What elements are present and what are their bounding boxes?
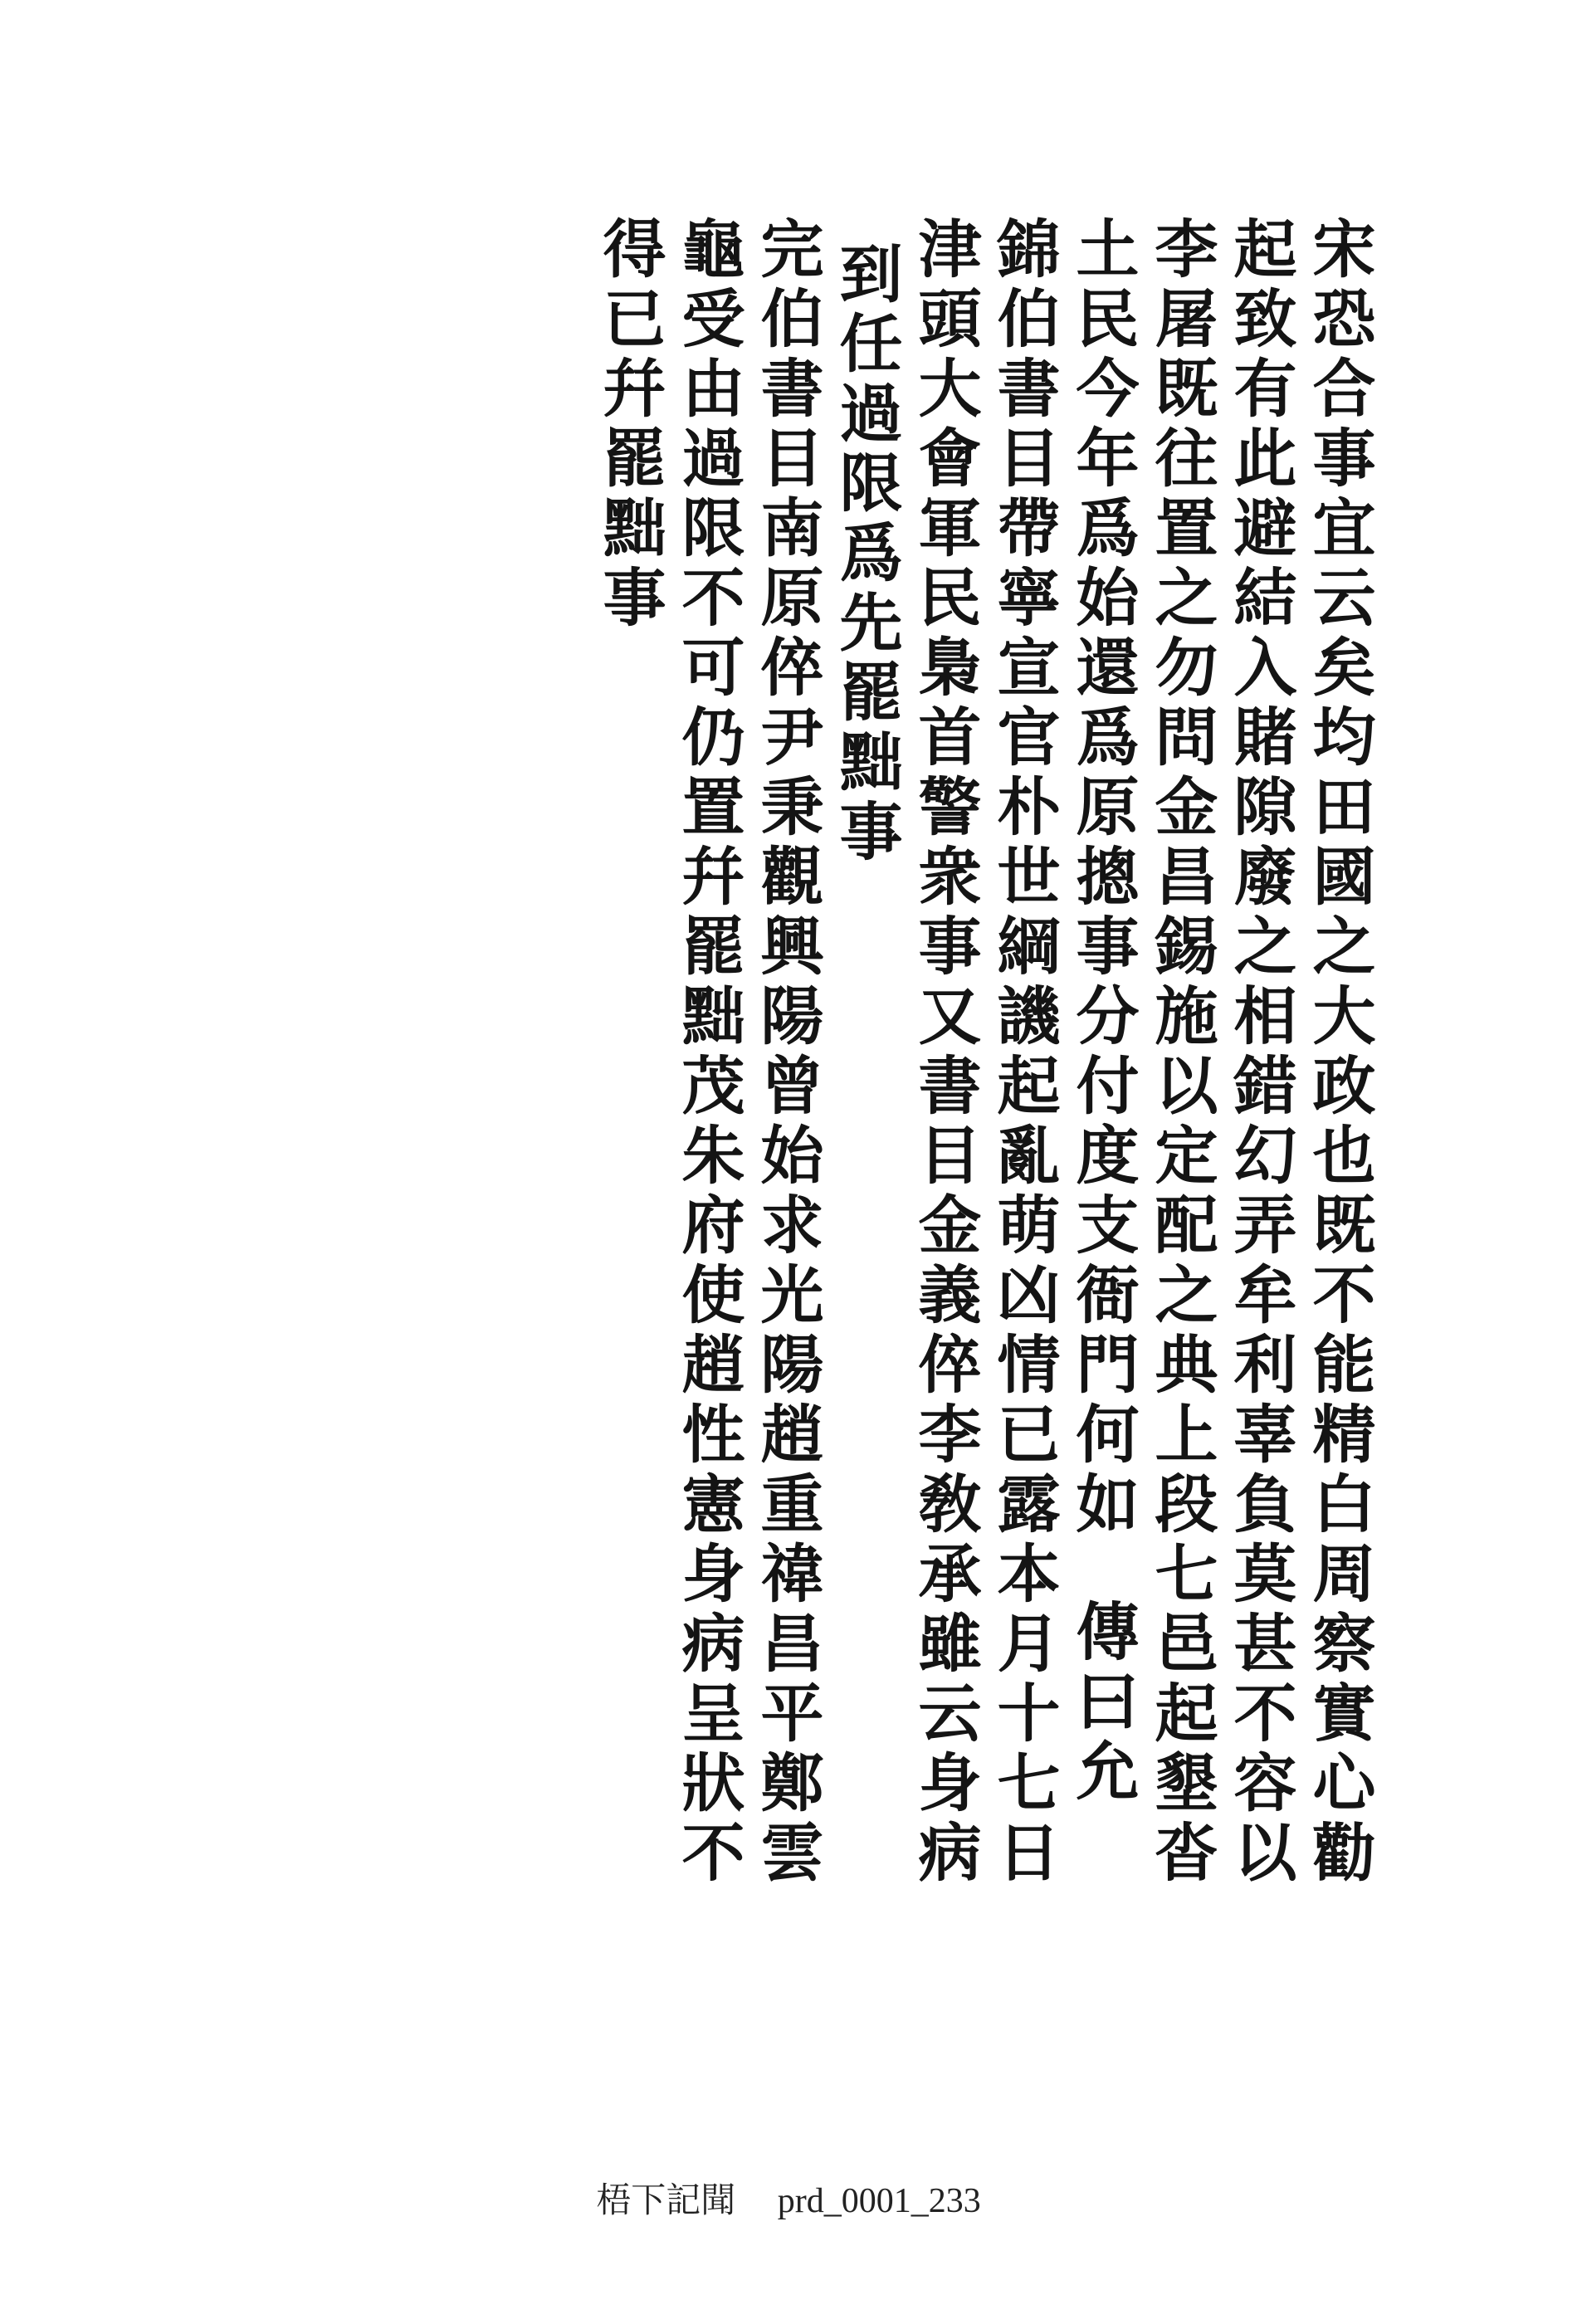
book-title: 梧下記聞	[596, 2182, 736, 2220]
page-footer	[0, 2173, 1577, 2223]
text-column-1: 宋恐合事宜云矣均田國之大政也既不能精白周察實心勸	[1302, 216, 1376, 1889]
text-column-2: 起致有此避結入賭隙廢之相錯幻弄牟利辜負莫甚不容以	[1223, 216, 1297, 1889]
text-column-6: 津頭大會軍民梟首警衆事又書目金義倅李敎承雖云身病	[908, 216, 982, 1889]
text-column-4-main: 土民今年爲始還爲原摠事分付度支衙門何如	[1066, 216, 1140, 1540]
text-column-7: 到任過限爲先罷黜事	[829, 241, 903, 868]
vertical-text-block	[432, 216, 1376, 1892]
text-column-9: 龜受由過限不可仍置幷罷黜茂朱府使趙性憲身病呈狀不	[671, 216, 745, 1889]
text-column-8: 完伯書目南原倅尹秉觀興陽曾始求光陽趙重禕昌平鄭雲	[750, 216, 824, 1889]
text-column-4-tail: 傳曰允	[1066, 1599, 1140, 1808]
page-identifier: prd_0001_233	[777, 2182, 981, 2220]
text-column-3: 李屠既往置之勿問金昌錫施以定配之典上段七邑起墾沓	[1145, 216, 1218, 1889]
text-column-10: 得已幷罷黜事	[593, 216, 666, 634]
text-column-5: 錦伯書目帶寧宣官朴世綱譏起亂萌凶情已露本月十七日	[987, 216, 1061, 1889]
text-column-4	[1067, 216, 1138, 1808]
